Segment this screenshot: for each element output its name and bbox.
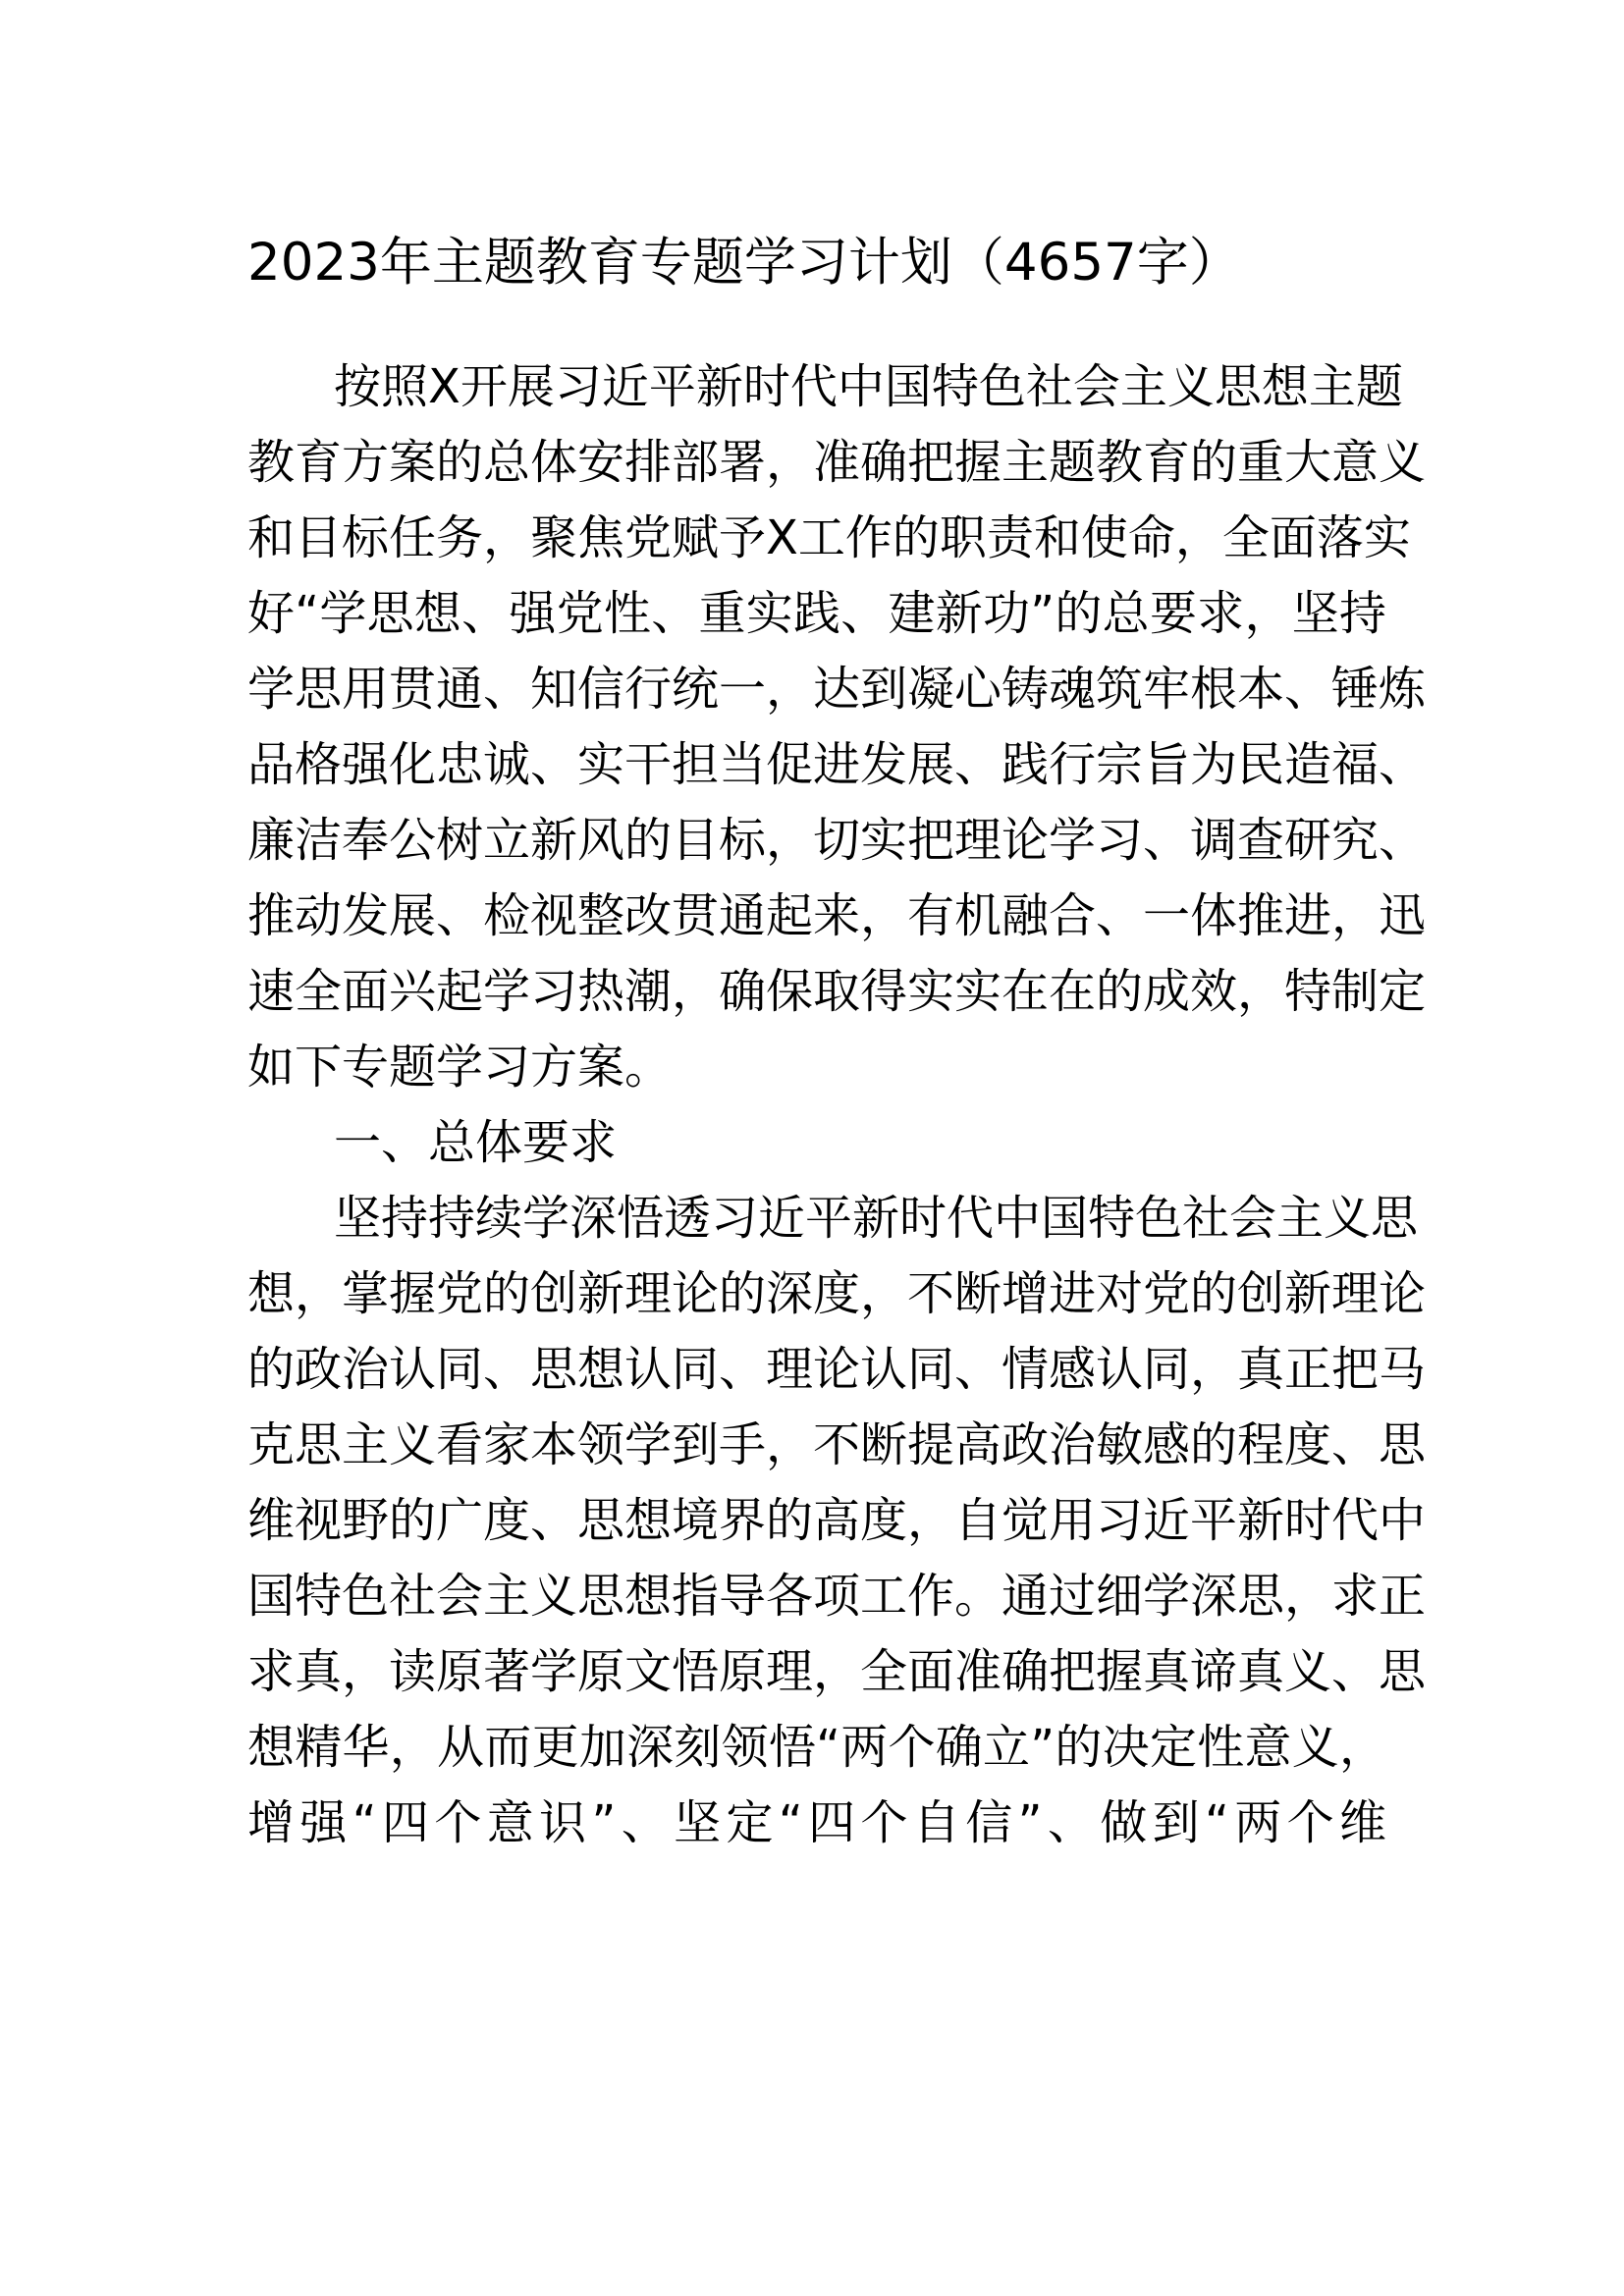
paragraph-2-line-9: 增强“四个意识”、坚定“四个自信”、做到“两个维: [247, 1795, 1386, 1850]
paragraph-2-line-8: 想精华，从而更加深刻领悟“两个确立”的决定性意义，: [247, 1720, 1386, 1775]
document-title: 2023年主题教育专题学习计划（4657字）: [247, 233, 1241, 293]
paragraph-1-line-5: 学思用贯通、知信行统一，达到凝心铸魂筑牢根本、锤炼: [247, 662, 1427, 717]
paragraph-1-line-6: 品格强化忠诚、实干担当促进发展、践行宗旨为民造福、: [247, 737, 1427, 792]
paragraph-1-line-1: 按照X开展习近平新时代中国特色社会主义思想主题: [334, 359, 1403, 414]
paragraph-2-line-7: 求真，读原著学原文悟原理，全面准确把握真谛真义、思: [247, 1644, 1427, 1699]
paragraph-1-line-7: 廉洁奉公树立新风的目标，切实把理论学习、调查研究、: [247, 813, 1427, 868]
paragraph-2-line-3: 的政治认同、思想认同、理论认同、情感认同，真正把马: [247, 1342, 1427, 1397]
paragraph-2-line-2: 想，掌握党的创新理论的深度，不断增进对党的创新理论: [247, 1266, 1427, 1321]
paragraph-2-line-6: 国特色社会主义思想指导各项工作。通过细学深思，求正: [247, 1569, 1427, 1624]
document-body: [247, 349, 1427, 1861]
paragraph-1-line-4: 好“学思想、强党性、重实践、建新功”的总要求，坚持: [247, 586, 1386, 641]
paragraph-2-line-5: 维视野的广度、思想境界的高度，自觉用习近平新时代中: [247, 1493, 1427, 1548]
paragraph-1-line-10: 如下专题学习方案。: [247, 1040, 673, 1095]
paragraph-1-line-9: 速全面兴起学习热潮，确保取得实实在在的成效，特制定: [247, 964, 1427, 1019]
paragraph-1-line-8: 推动发展、检视整改贯通起来，有机融合、一体推进，迅: [247, 888, 1427, 943]
paragraph-1-line-2: 教育方案的总体安排部署，准确把握主题教育的重大意义: [247, 435, 1427, 490]
paragraph-2-line-4: 克思主义看家本领学到手，不断提高政治敏感的程度、思: [247, 1417, 1427, 1472]
section-heading-1: 一、总体要求: [334, 1115, 618, 1170]
paragraph-2-line-1: 坚持持续学深悟透习近平新时代中国特色社会主义思: [334, 1191, 1419, 1246]
paragraph-1-line-3: 和目标任务，聚焦党赋予X工作的职责和使命，全面落实: [247, 510, 1411, 565]
